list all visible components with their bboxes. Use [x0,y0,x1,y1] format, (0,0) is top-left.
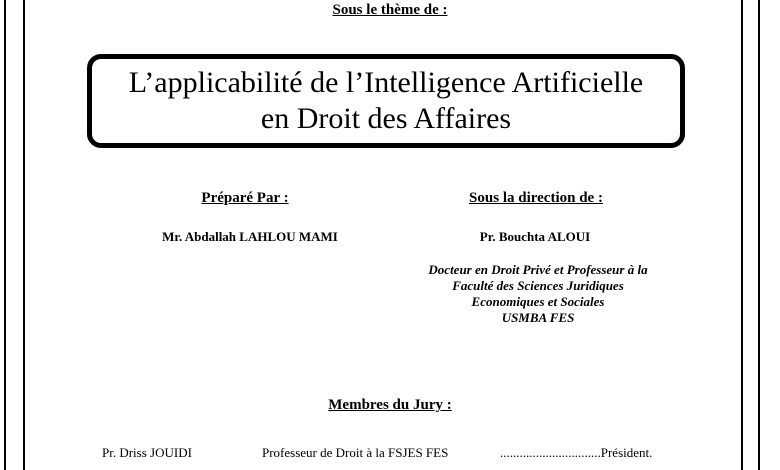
jury-member-name: Pr. Driss JOUIDI [102,445,192,460]
theme-heading: Sous le thème de : [332,2,448,18]
credentials-line: Economiques et Sociales [471,294,605,309]
credentials-line: USMBA FES [501,310,575,325]
director-name: Pr. Bouchta ALOUI [479,229,591,244]
credentials-line: Docteur en Droit Privé et Professeur à la [428,262,648,277]
credentials-line: Faculté des Sciences Juridiques [452,278,624,293]
author-name: Mr. Abdallah LAHLOU MAMI [162,229,338,244]
prepared-by-heading: Préparé Par : [201,190,289,206]
direction-heading: Sous la direction de : [469,190,603,206]
title-box [87,54,685,148]
director-credentials [395,262,681,326]
title-line-2: en Droit des Affaires [260,102,512,135]
jury-member-title: Professeur de Droit à la FSJES FES [262,445,449,460]
title-line-1: L’applicabilité de l’Intelligence Artificielle [128,66,644,99]
jury-heading: Membres du Jury : [328,397,452,413]
jury-member-role: ...............................Président. [500,445,653,460]
